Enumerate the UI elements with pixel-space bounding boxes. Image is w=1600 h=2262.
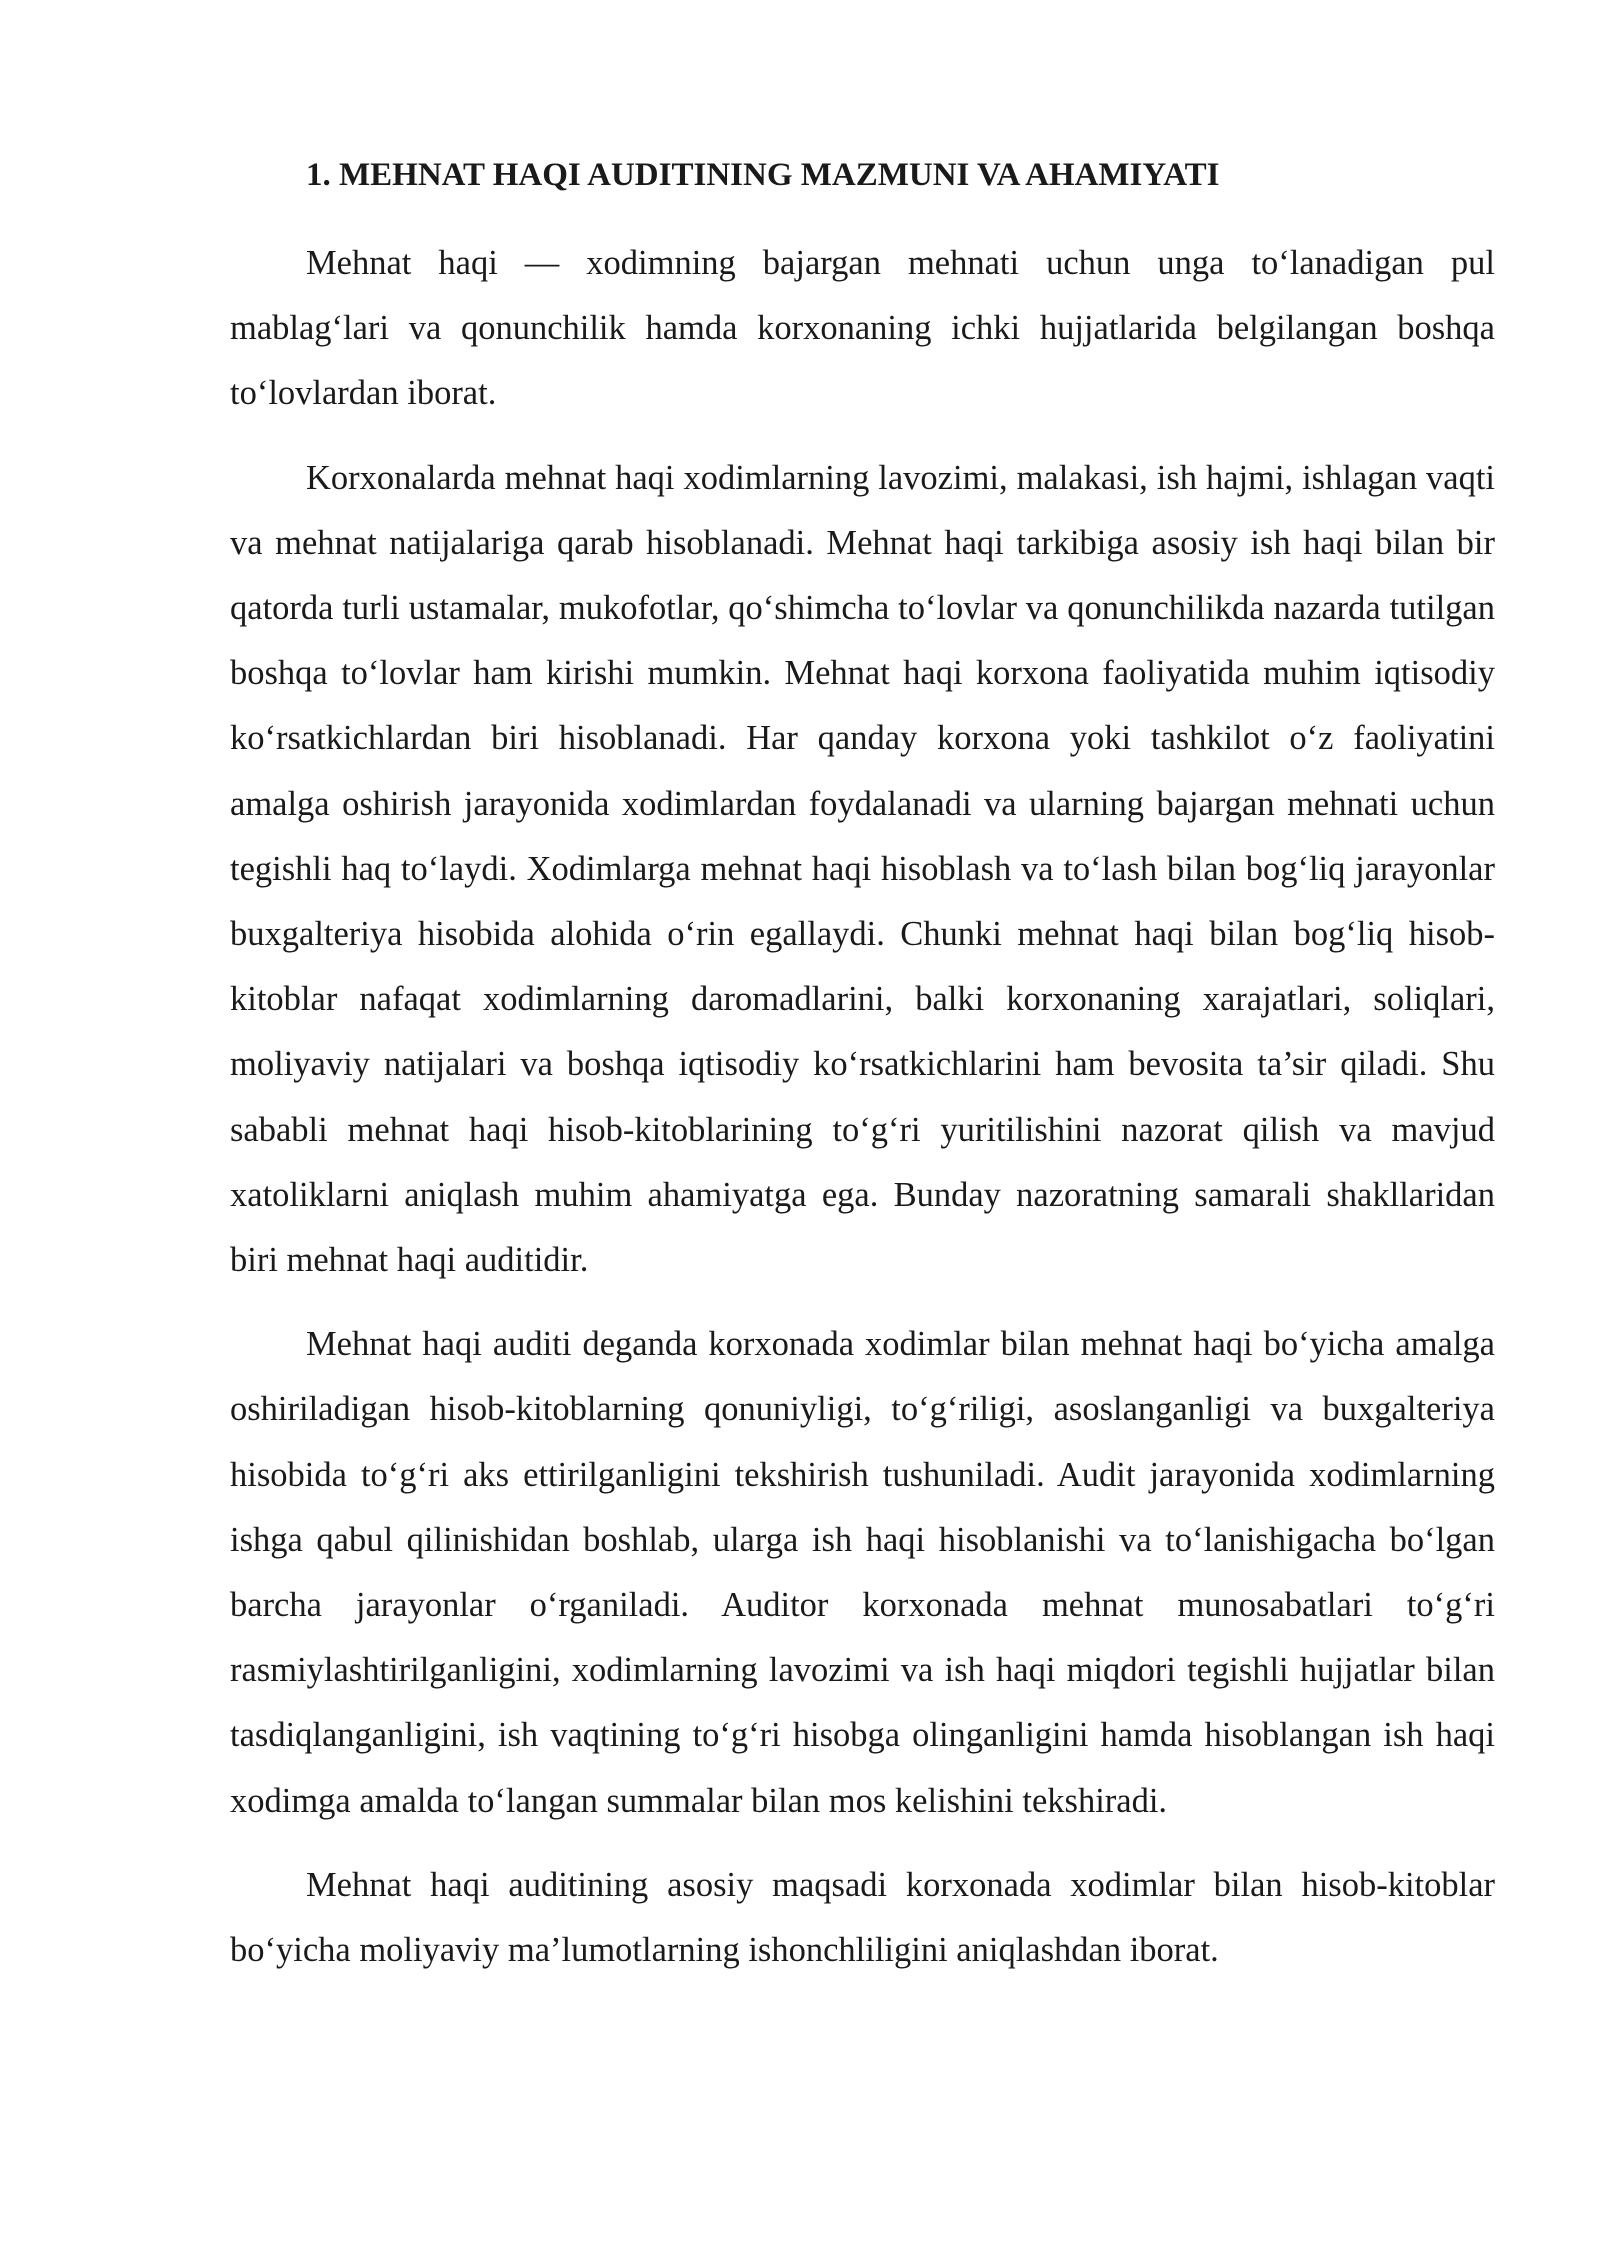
paragraph-composition: Korxonalarda mehnat haqi xodimlarning lavozimi, malakasi, ish hajmi, ishlagan vaqti va mehnat natijalariga qarab hisoblanadi. Mehnat haqi tarkibiga asosiy ish haqi bilan bir qatorda turli ustamalar, mukofotlar, qo‘shimcha to‘lovlar va qonunchilikda nazarda tutilgan boshqa to‘lovlar ham kirishi mumkin. Mehnat haqi korxona faoliyatida muhim iqtisodiy ko‘rsatkichlardan biri hisoblanadi. Har qanday korxona yoki tashkilot o‘z faoliyatini amalga oshirish jarayonida xodimlardan foydalanadi va ularning bajargan mehnati uchun tegishli haq to‘laydi. Xodimlarga mehnat haqi hisoblash va to‘lash bilan bog‘liq jarayonlar buxgalteriya hisobida alohida o‘rin egallaydi. Chunki mehnat haqi bilan bog‘liq hisob-kitoblar nafaqat xodimlarning daromadlarini, balki korxonaning xarajatlari, soliqlari, moliyaviy natijalari va boshqa iqtisodiy ko‘rsatkichlarini ham bevosita ta’sir qiladi. Shu sababli mehnat haqi hisob-kitoblarining to‘g‘ri yuritilishini nazorat qilish va mavjud xatoliklarni aniqlash muhim ahamiyatga ega. Bunday nazoratning samarali shakllaridan biri mehnat haqi auditidir.: [230, 458, 1495, 1280]
paragraph-definition: Mehnat haqi — xodimning bajargan mehnati uchun unga to‘lanadigan pul mablag‘lari va qonunchilik hamda korxonaning ichki hujjatlarida belgilangan boshqa to‘lovlardan iborat.: [230, 244, 1495, 413]
section-heading: 1. MEHNAT HAQI AUDITINING MAZMUNI VA AHAMIYATI: [306, 157, 1220, 193]
paragraph-audit-definition: Mehnat haqi auditi deganda korxonada xodimlar bilan mehnat haqi bo‘yicha amalga oshiriladigan hisob-kitoblarning qonuniyligi, to‘g‘riligi, asoslanganligi va buxgalteriya hisobida to‘g‘ri aks ettirilganligini tekshirish tushuniladi. Audit jarayonida xodimlarning ishga qabul qilinishidan boshlab, ularga ish haqi hisoblanishi va to‘lanishigacha bo‘lgan barcha jarayonlar o‘rganiladi. Auditor korxonada mehnat munosabatlari to‘g‘ri rasmiylashtirilganligini, xodimlarning lavozimi va ish haqi miqdori tegishli hujjatlar bilan tasdiqlanganligini, ish vaqtining to‘g‘ri hisobga olinganligini hamda hisoblangan ish haqi xodimga amalda to‘langan summalar bilan mos kelishini tekshiradi.: [230, 1325, 1495, 1820]
paragraph-audit-goal: Mehnat haqi auditining asosiy maqsadi korxonada xodimlar bilan hisob-kitoblar bo‘yicha moliyaviy ma’lumotlarning ishonchliligini aniqlashdan iborat.: [230, 1865, 1495, 1970]
